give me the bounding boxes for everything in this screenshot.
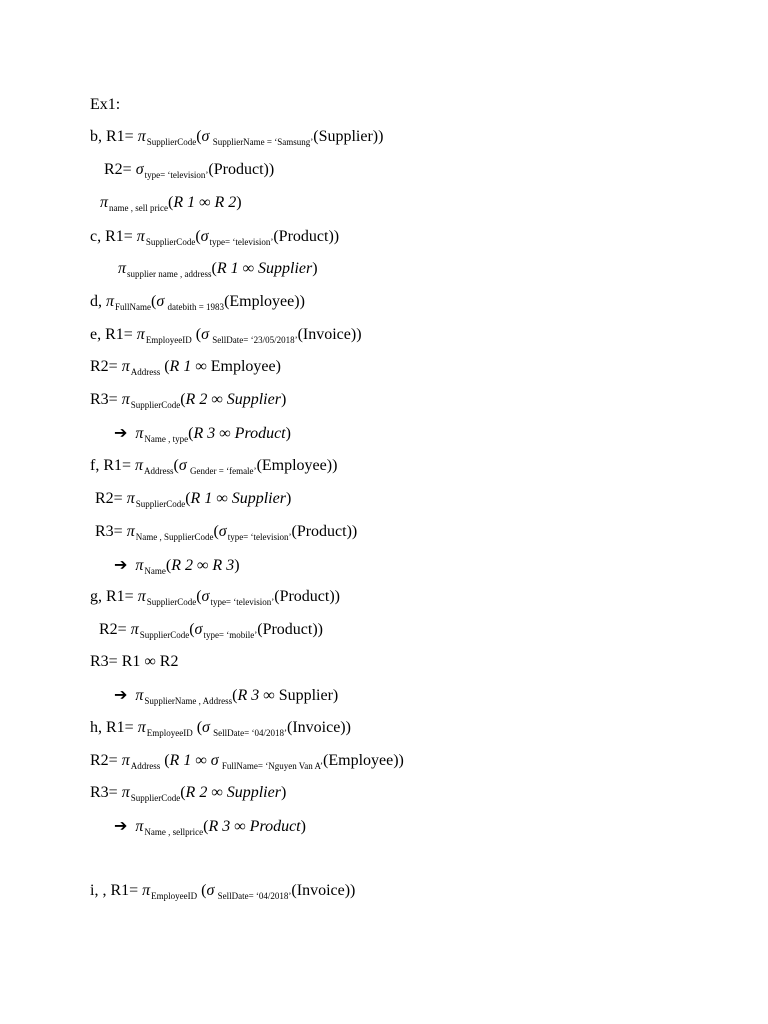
operator-symbol: π <box>126 490 135 507</box>
formula-line <box>114 816 306 842</box>
formula-line <box>90 390 286 415</box>
formula-text: ) <box>280 784 287 801</box>
operator-symbol: σ <box>218 523 227 540</box>
formula-text: ( <box>173 457 179 474</box>
formula-line <box>99 620 323 645</box>
operator-symbol: σ <box>202 719 210 736</box>
subscript: supplier name , address <box>127 269 212 279</box>
formula-text: ) <box>236 194 242 211</box>
formula-text: ) <box>312 260 318 277</box>
exercise-title <box>90 95 120 115</box>
arrow-icon: ➔ <box>114 685 128 704</box>
formula-text: ( <box>196 588 202 605</box>
formula-text: ) <box>234 557 240 574</box>
formula-text: ( <box>168 194 174 211</box>
formula-text: (Invoice)) <box>297 326 362 343</box>
formula-text: ( <box>160 358 170 375</box>
subscript: EmployeeID <box>145 335 192 345</box>
operator-symbol: π <box>106 293 115 310</box>
subscript: SellDate= ‘04/2018’ <box>210 728 287 738</box>
subscript: FullName= ‘Nguyen Van A’ <box>219 761 324 771</box>
operator-symbol: σ <box>194 621 203 638</box>
formula-text: g, R1= <box>90 588 138 605</box>
subscript: Address <box>130 367 161 377</box>
subscript: SupplierCode <box>139 630 190 640</box>
formula-text: R2= <box>104 161 136 178</box>
operator-symbol: π <box>136 228 145 245</box>
formula-text: i, , R1= <box>90 882 143 899</box>
subscript: type= ‘television’ <box>209 237 274 247</box>
formula-line <box>90 357 281 382</box>
formula-text: ( <box>195 228 201 245</box>
operator-symbol: σ <box>201 588 210 605</box>
formula-text: (Product)) <box>257 621 324 638</box>
formula-text: R3= <box>95 523 127 540</box>
formula-text: ) <box>280 391 287 408</box>
formula-text: ( <box>197 882 207 899</box>
subscript: datebith = 1983 <box>165 302 225 312</box>
arrow-icon: ➔ <box>114 555 128 574</box>
formula-text: (Product)) <box>273 228 340 245</box>
subscript: type= ‘television’ <box>144 170 209 180</box>
formula-text: Supplier) <box>274 687 339 704</box>
subscript: SupplierCode <box>135 499 186 509</box>
subscript: SellDate= ‘23/05/2018’ <box>210 335 298 345</box>
formula-text: R 2 ∞ R 3 <box>171 557 235 574</box>
operator-symbol: π <box>135 557 144 574</box>
operator-symbol: π <box>135 687 144 704</box>
exercise-title-text: Ex1: <box>90 96 121 113</box>
formula-text: R3= <box>90 784 122 801</box>
operator-symbol: π <box>121 752 130 769</box>
formula-text: ( <box>160 752 170 769</box>
operator-symbol: π <box>130 621 139 638</box>
operator-symbol: π <box>137 719 146 736</box>
formula-line <box>114 423 291 449</box>
formula-text: (Invoice)) <box>291 882 356 899</box>
formula-text: ( <box>203 818 209 835</box>
operator-symbol: σ <box>201 326 210 343</box>
operator-symbol: π <box>142 882 151 899</box>
subscript: type= ‘television’ <box>210 597 275 607</box>
formula-text: R 2 ∞ Supplier <box>185 784 281 801</box>
formula-text: R2= <box>95 490 127 507</box>
operator-symbol: σ <box>178 457 187 474</box>
subscript: Gender = ‘female’ <box>187 466 257 476</box>
formula-line <box>90 227 339 252</box>
formula-text: ( <box>196 128 202 145</box>
formula-text: R 1 ∞ Supplier <box>216 260 313 277</box>
formula-text: R3= <box>90 391 122 408</box>
formula-text: R 2 ∞ Supplier <box>185 391 281 408</box>
operator-symbol: σ <box>206 882 215 899</box>
formula-text: ) <box>285 490 292 507</box>
formula-text: f, R1= <box>90 457 136 474</box>
subscript: SupplierCode <box>130 793 181 803</box>
formula-text: R 1 ∞ <box>169 358 207 375</box>
formula-text: (Product)) <box>274 588 341 605</box>
formula-text: (Product)) <box>291 523 358 540</box>
formula-text: d, <box>90 293 106 310</box>
operator-symbol: σ <box>156 293 165 310</box>
operator-symbol: π <box>135 818 144 835</box>
operator-symbol: π <box>135 425 144 442</box>
formula-text: R 1 ∞ σ <box>169 752 219 769</box>
formula-text: R 3 ∞ Product <box>193 425 286 442</box>
formula-text: ( <box>180 784 186 801</box>
formula-line <box>100 193 242 218</box>
formula-line <box>104 160 274 185</box>
operator-symbol: π <box>137 588 146 605</box>
formula-text: R2= <box>90 752 122 769</box>
subscript: Name , SupplierCode <box>135 532 214 542</box>
subscript: Name , type <box>144 434 189 444</box>
formula-text: Employee) <box>206 358 281 375</box>
formula-text: e, R1= <box>90 326 137 343</box>
formula-line <box>90 652 178 672</box>
formula-text: R3= R1 ∞ R2 <box>90 653 179 670</box>
operator-symbol: σ <box>135 161 144 178</box>
formula-line <box>114 685 338 711</box>
formula-text: R 1 ∞ R 2 <box>173 194 237 211</box>
operator-symbol: σ <box>200 228 209 245</box>
formula-text: ( <box>191 326 202 343</box>
operator-symbol: σ <box>201 128 210 145</box>
formula-text: ( <box>165 557 172 574</box>
operator-symbol: π <box>136 326 145 343</box>
subscript: SupplierCode <box>146 137 197 147</box>
arrow-icon: ➔ <box>114 423 128 442</box>
formula-line <box>118 259 318 284</box>
subscript: name , sell price <box>109 203 168 213</box>
formula-text: (Employee)) <box>323 752 404 769</box>
subscript: SupplierCode <box>146 597 197 607</box>
arrow-icon: ➔ <box>114 816 128 835</box>
formula-line <box>90 751 404 776</box>
subscript: SupplierName = ‘Samsung’ <box>210 137 314 147</box>
subscript: Name , sellprice <box>144 827 204 837</box>
operator-symbol: π <box>100 194 109 211</box>
formula-text: b, R1= <box>90 128 138 145</box>
formula-text: (Supplier)) <box>313 128 384 145</box>
subscript: Address <box>130 761 161 771</box>
formula-line <box>95 489 291 514</box>
formula-text: R 3 ∞ <box>237 687 275 704</box>
subscript: Address <box>144 466 174 476</box>
operator-symbol: π <box>121 784 130 801</box>
subscript: SupplierCode <box>145 237 196 247</box>
formula-line <box>90 292 305 317</box>
formula-text: ( <box>180 391 186 408</box>
formula-text: R2= <box>99 621 131 638</box>
formula-text: ( <box>188 425 194 442</box>
formula-text: R 1 ∞ Supplier <box>190 490 286 507</box>
formula-text: ( <box>192 719 203 736</box>
formula-text: ) <box>300 818 306 835</box>
subscript: EmployeeID <box>146 728 193 738</box>
formula-text: (Employee)) <box>256 457 338 474</box>
formula-text: R2= <box>90 358 122 375</box>
formula-line <box>90 325 362 350</box>
formula-line <box>90 456 337 481</box>
formula-line <box>114 555 240 581</box>
formula-text: ) <box>285 425 291 442</box>
subscript: SupplierCode <box>130 400 181 410</box>
formula-line <box>90 783 286 808</box>
formula-text: ( <box>213 523 219 540</box>
subscript: SellDate= ‘04/2018’ <box>215 891 292 901</box>
subscript: type= ‘television’ <box>227 532 292 542</box>
formula-line <box>90 718 351 743</box>
subscript: Name <box>144 566 166 576</box>
formula-text: (Employee)) <box>224 293 305 310</box>
formula-text: ( <box>151 293 157 310</box>
subscript: type= ‘mobile’ <box>203 630 258 640</box>
operator-symbol: π <box>137 128 146 145</box>
formula-line <box>90 127 383 152</box>
operator-symbol: π <box>126 523 135 540</box>
formula-text: (Product)) <box>208 161 275 178</box>
formula-text: R 3 ∞ Product <box>208 818 301 835</box>
formula-text: ( <box>211 260 217 277</box>
formula-text: ( <box>189 621 195 638</box>
subscript: EmployeeID <box>151 891 198 901</box>
formula-text: h, R1= <box>90 719 138 736</box>
operator-symbol: π <box>121 358 130 375</box>
subscript: FullName <box>115 302 152 312</box>
operator-symbol: π <box>121 391 130 408</box>
operator-symbol: π <box>118 260 127 277</box>
operator-symbol: π <box>135 457 144 474</box>
formula-text: c, R1= <box>90 228 137 245</box>
formula-text: ( <box>185 490 191 507</box>
formula-line <box>90 881 355 906</box>
formula-line <box>95 522 357 547</box>
formula-line <box>90 587 340 612</box>
formula-text: (Invoice)) <box>286 719 351 736</box>
subscript: SupplierName , Address <box>144 696 233 706</box>
formula-text: ( <box>232 687 238 704</box>
